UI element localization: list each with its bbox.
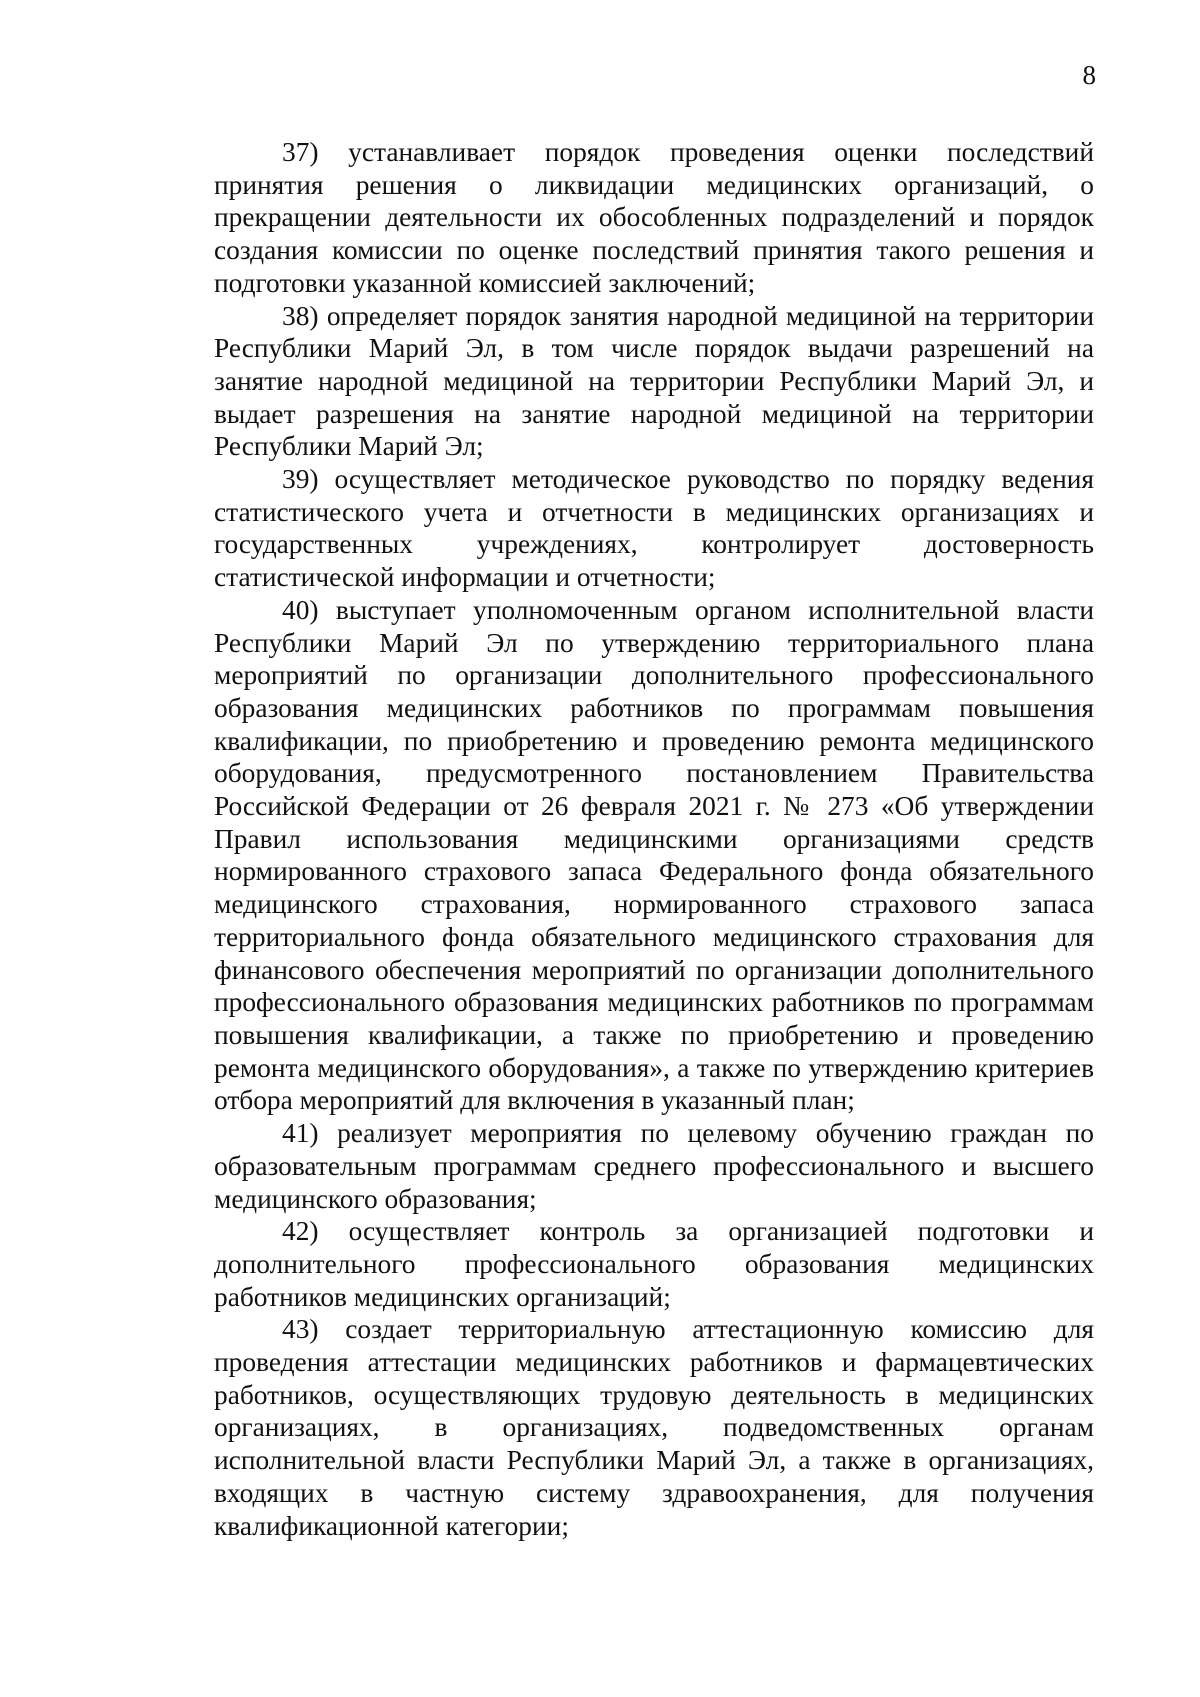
page-number: 8 [1082, 60, 1096, 90]
paragraph-37: 37) устанавливает порядок проведения оценки последствий принятия решения о ликвидации медицинских организаций, о прекращении деятельности их обособленных подразделений и порядок создания комиссии по оценке последствий принятия такого решения и подготовки указанной комиссией заключений; [214, 137, 1094, 298]
paragraph-43: 43) создает территориальную аттестационную комиссию для проведения аттестации медицинских работников и фармацевтических работников, осуществляющих трудовую деятельность в медицинских организациях, в организациях, подведомственных органам исполнительной власти Республики Марий Эл, а также в организациях, входящих в частную систему здравоохранения, для получения квалификационной категории; [214, 1314, 1094, 1541]
paragraph-42: 42) осуществляет контроль за организацией подготовки и дополнительного профессионального образования медицинских работников медицинских организаций; [214, 1216, 1094, 1312]
paragraph-40: 40) выступает уполномоченным органом исполнительной власти Республики Марий Эл по утверждению территориального плана мероприятий по организации дополнительного профессионального образования медицинских работников по программам повышения квалификации, по приобретению и проведению ремонта медицинского оборудования, предусмотренного постановлением Правительства Российской Федерации от 26 февраля 2021 г. № 273 «Об утверждении Правил использования медицинскими организациями средств нормированного страхового запаса Федерального фонда обязательного медицинского страхования, нормированного страхового запаса территориального фонда обязательного медицинского страхования для финансового обеспечения мероприятий по организации дополнительного профессионального образования медицинских работников по программам повышения квалификации, а также по приобретению и проведению ремонта медицинского оборудования», а также по утверждению критериев отбора мероприятий для включения в указанный план; [214, 594, 1094, 1116]
paragraph-41: 41) реализует мероприятия по целевому обучению граждан по образовательным программам среднего профессионального и высшего медицинского образования; [214, 1118, 1094, 1214]
paragraph-39: 39) осуществляет методическое руководство по порядку ведения статистического учета и отчетности в медицинских организациях и государственных учреждениях, контролирует достоверность статистической информации и отчетности; [214, 464, 1094, 593]
document-body [214, 136, 1094, 1542]
paragraph-38: 38) определяет порядок занятия народной медициной на территории Республики Марий Эл, в том числе порядок выдачи разрешений на занятие народной медициной на территории Республики Марий Эл, и выдает разрешения на занятие народной медициной на территории Республики Марий Эл; [214, 300, 1094, 462]
